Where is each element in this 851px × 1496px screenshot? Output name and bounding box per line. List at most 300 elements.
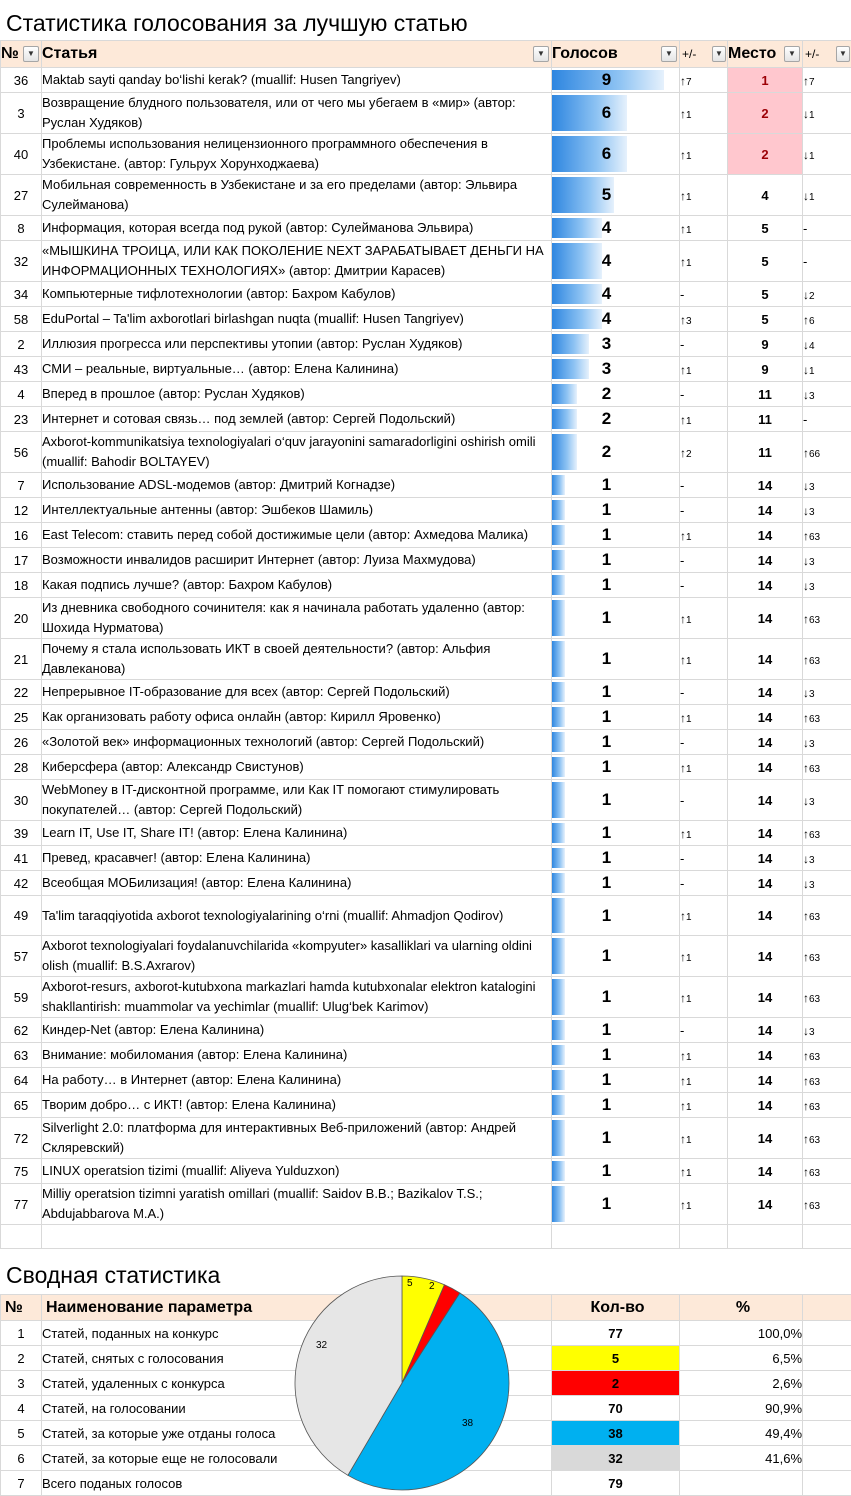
delta-value: ↑1 [680,188,692,203]
table-row [1,548,851,573]
table-row [1,1118,851,1159]
delta-value: - [680,553,684,568]
row-delta [680,705,728,730]
delta-value: ↑1 [680,1048,692,1063]
place-delta-value: ↑63 [803,611,820,626]
votes-value: 1 [552,550,679,570]
row-delta [680,730,728,755]
row-delta [680,216,728,241]
row-no: 22 [1,680,42,705]
row-delta [680,1018,728,1043]
row-votes [552,407,680,432]
place-delta-value: ↑63 [803,1048,820,1063]
row-place-delta [803,523,851,548]
summary-pct: 6,5% [680,1346,803,1371]
row-place: 1 [728,68,803,93]
row-title: Вперед в прошлое (автор: Руслан Худяков) [42,382,552,407]
summary-count: 32 [552,1446,680,1471]
table-row [1,357,851,382]
delta-value: - [680,685,684,700]
row-no: 21 [1,639,42,680]
place-delta-value: - [803,412,807,427]
place-delta-value: ↑63 [803,826,820,841]
row-delta [680,598,728,639]
row-votes [552,523,680,548]
filter-dropdown-icon[interactable]: ▼ [661,46,677,62]
row-place: 5 [728,216,803,241]
table-row [1,871,851,896]
row-votes [552,846,680,871]
place-delta-value: ↑63 [803,652,820,667]
row-title: Ta'lim taraqqiyotida axborot texnologiyalarining o‘rni (muallif: Ahmadjon Qodirov) [42,896,552,936]
row-place: 14 [728,821,803,846]
table-row [1,498,851,523]
delta-value: ↑1 [680,1073,692,1088]
row-delta [680,1093,728,1118]
votes-value: 2 [552,442,679,462]
delta-value: ↑1 [680,221,692,236]
delta-value: - [680,287,684,302]
summary-name: Всего поданых голосов [42,1471,552,1496]
row-delta [680,1118,728,1159]
row-title: «Золотой век» информационных технологий (автор: Сергей Подольский) [42,730,552,755]
place-delta-value: ↓3 [803,685,815,700]
row-no: 58 [1,307,42,332]
table-row [1,216,851,241]
summary-count: 38 [552,1421,680,1446]
row-place: 14 [728,523,803,548]
place-delta-value: ↑63 [803,1073,820,1088]
table-row [1,730,851,755]
row-delta [680,1159,728,1184]
row-title: Киндер-Net (автор: Елена Калинина) [42,1018,552,1043]
pie-data-label: 38 [462,1418,474,1429]
row-votes [552,498,680,523]
filter-active-icon[interactable]: ▼ [784,46,800,62]
summary-pct: 49,4% [680,1421,803,1446]
table-row [1,473,851,498]
row-place: 14 [728,1093,803,1118]
table-row [1,936,851,977]
row-place: 14 [728,705,803,730]
table-row [1,821,851,846]
summary-name: Статей, за которые уже отданы голоса [42,1421,552,1446]
row-title: Axborot-kommunikatsiya texnologiyalari o‘quv jarayonini samaradorligini oshirish omili (muallif: Bahodir BOLTAYEV) [42,432,552,473]
row-votes [552,780,680,821]
row-no: 12 [1,498,42,523]
row-place: 5 [728,241,803,282]
row-place: 14 [728,498,803,523]
place-delta-value: ↑63 [803,949,820,964]
row-place-delta [803,68,851,93]
row-place-delta [803,573,851,598]
place-delta-value: ↓3 [803,387,815,402]
row-delta [680,821,728,846]
summary-no: 1 [1,1321,42,1346]
row-place-delta [803,1159,851,1184]
summary-header-blank [803,1295,851,1321]
summary-no: 2 [1,1346,42,1371]
row-no: 2 [1,332,42,357]
table-row [1,93,851,134]
summary-pct [680,1471,803,1496]
row-title: Axborot texnologiyalari foydalanuvchilarida «kompyuter» kasalliklari va ularning oldini olish (muallif: B.S.Axrarov) [42,936,552,977]
row-no: 36 [1,68,42,93]
summary-title: Сводная статистика [6,1259,220,1291]
delta-value: ↑1 [680,1164,692,1179]
pie-data-label: 2 [429,1281,435,1292]
table-row [1,1068,851,1093]
row-votes [552,573,680,598]
place-delta-value: ↓3 [803,1023,815,1038]
row-votes [552,332,680,357]
place-delta-value: ↓1 [803,147,815,162]
delta-value: ↑1 [680,362,692,377]
summary-no: 6 [1,1446,42,1471]
row-place-delta [803,382,851,407]
row-title: Творим добро… с ИКТ! (автор: Елена Калинина) [42,1093,552,1118]
row-place-delta [803,846,851,871]
row-votes [552,598,680,639]
summary-count: 79 [552,1471,680,1496]
row-delta [680,755,728,780]
row-no: 64 [1,1068,42,1093]
row-delta [680,977,728,1018]
row-delta [680,473,728,498]
row-place-delta [803,1043,851,1068]
votes-value: 6 [552,144,679,164]
header-place: Место ▼ [728,41,803,68]
votes-value: 1 [552,1045,679,1065]
row-place-delta [803,216,851,241]
row-place: 14 [728,846,803,871]
table-header-row [1,41,851,68]
delta-value: - [680,851,684,866]
table-row [1,134,851,175]
votes-value: 1 [552,757,679,777]
row-votes [552,432,680,473]
summary-name: Статей, поданных на конкурс [42,1321,552,1346]
row-delta [680,68,728,93]
row-votes [552,548,680,573]
row-votes [552,93,680,134]
row-place-delta [803,680,851,705]
summary-name: Статей, удаленных с конкурса [42,1371,552,1396]
votes-value: 1 [552,608,679,628]
delta-value: ↑1 [680,990,692,1005]
summary-blank [803,1346,851,1371]
row-place: 2 [728,93,803,134]
filter-dropdown-icon[interactable]: ▼ [23,46,39,62]
row-place-delta [803,936,851,977]
row-votes [552,473,680,498]
row-delta [680,357,728,382]
row-title: Maktab sayti qanday bo‘lishi kerak? (muallif: Husen Tangriyev) [42,68,552,93]
summary-name: Статей, на голосовании [42,1396,552,1421]
place-delta-value: ↓1 [803,106,815,121]
table-row [1,332,851,357]
row-delta [680,573,728,598]
row-title: Использование ADSL-модемов (автор: Дмитрий Когнадзе) [42,473,552,498]
table-row [1,573,851,598]
row-title: East Telecom: ставить перед собой достижимые цели (автор: Ахмедова Малика) [42,523,552,548]
summary-blank [803,1446,851,1471]
place-delta-value: ↑63 [803,1164,820,1179]
table-row [1,68,851,93]
delta-value: - [680,503,684,518]
table-row [1,1043,851,1068]
summary-header-pct: % [680,1295,803,1321]
row-no: 17 [1,548,42,573]
summary-count: 2 [552,1371,680,1396]
row-no: 30 [1,780,42,821]
place-delta-value: ↑6 [803,312,815,327]
table-row [1,382,851,407]
table-row [1,896,851,936]
row-no: 59 [1,977,42,1018]
row-place-delta [803,1093,851,1118]
row-delta [680,332,728,357]
table-row [1,1018,851,1043]
row-title: Компьютерные тифлотехнологии (автор: Бахром Кабулов) [42,282,552,307]
delta-value: - [680,1023,684,1038]
row-place-delta [803,1118,851,1159]
row-title: «МЫШКИНА ТРОИЦА, ИЛИ КАК ПОКОЛЕНИЕ NEXT ЗАРАБАТЫВАЕТ ДЕНЬГИ НА ИНФОРМАЦИОННЫХ ТЕХНОЛОГИЯХ» (автор: Дмитрии Карасев) [42,241,552,282]
delta-value: - [680,876,684,891]
summary-no: 4 [1,1396,42,1421]
row-no: 18 [1,573,42,598]
votes-value: 1 [552,823,679,843]
votes-value: 1 [552,1095,679,1115]
summary-blank [803,1471,851,1496]
header-no: № ▼ [1,41,42,68]
row-delta [680,1184,728,1225]
row-place: 14 [728,1043,803,1068]
summary-blank [803,1321,851,1346]
summary-no: 7 [1,1471,42,1496]
row-place-delta [803,175,851,216]
row-title: Иллюзия прогресса или перспективы утопии (автор: Руслан Худяков) [42,332,552,357]
place-delta-value: ↑63 [803,1197,820,1212]
row-place: 14 [728,1118,803,1159]
pie-data-label: 5 [407,1278,413,1289]
row-title: Внимание: мобиломания (автор: Елена Калинина) [42,1043,552,1068]
filter-dropdown-icon[interactable]: ▼ [533,46,549,62]
summary-name: Статей, за которые еще не голосовали [42,1446,552,1471]
row-votes [552,175,680,216]
row-place: 14 [728,1184,803,1225]
row-title: Интеллектуальные антенны (автор: Эшбеков Шамиль) [42,498,552,523]
place-delta-value: ↓3 [803,578,815,593]
row-place-delta [803,432,851,473]
row-place-delta [803,977,851,1018]
row-votes [552,896,680,936]
row-place-delta [803,498,851,523]
table-row [1,780,851,821]
table-row [1,755,851,780]
row-no: 42 [1,871,42,896]
row-title: EduPortal – Ta'lim axborotlari birlashgan nuqta (muallif: Husen Tangriyev) [42,307,552,332]
votes-value: 1 [552,790,679,810]
row-place: 14 [728,573,803,598]
votes-value: 9 [552,70,679,90]
row-delta [680,780,728,821]
table-row [1,639,851,680]
delta-value: - [680,578,684,593]
row-place-delta [803,407,851,432]
row-place-delta [803,639,851,680]
votes-value: 1 [552,682,679,702]
header-votes: Голосов ▼ [552,41,680,68]
row-votes [552,1118,680,1159]
summary-header-name: Наименование параметра [42,1295,552,1321]
page-title: Статистика голосования за лучшую статью [6,6,468,40]
row-no: 65 [1,1093,42,1118]
row-delta [680,134,728,175]
row-no: 25 [1,705,42,730]
row-title: Мобильная современность в Узбекистане и за его пределами (автор: Эльвира Сулейманова) [42,175,552,216]
row-no: 32 [1,241,42,282]
summary-pct: 90,9% [680,1396,803,1421]
place-delta-value: ↑66 [803,445,820,460]
row-title: Непрерывное IT-образование для всех (автор: Сергей Подольский) [42,680,552,705]
row-place: 14 [728,730,803,755]
votes-value: 1 [552,475,679,495]
row-place-delta [803,705,851,730]
place-delta-value: ↑63 [803,1131,820,1146]
votes-value: 1 [552,500,679,520]
row-title: Как организовать работу офиса онлайн (автор: Кирилл Яровенко) [42,705,552,730]
place-delta-value: ↓3 [803,735,815,750]
place-delta-value: ↑63 [803,1098,820,1113]
row-place-delta [803,780,851,821]
row-votes [552,1068,680,1093]
row-no: 7 [1,473,42,498]
row-title: LINUX operatsion tizimi (muallif: Aliyeva Yulduzxon) [42,1159,552,1184]
row-title: Интернет и сотовая связь… под землей (автор: Сергей Подольский) [42,407,552,432]
summary-count: 5 [552,1346,680,1371]
row-votes [552,1043,680,1068]
delta-value: ↑2 [680,445,692,460]
row-no: 8 [1,216,42,241]
row-title: Axborot-resurs, axborot-kutubxona markazlari hamda kutubxonalar elektron katalogini shakllantirish: muammolar va yechimlar (muallif: Ulug‘bek Karimov) [42,977,552,1018]
empty-row [1,1225,851,1249]
row-no: 28 [1,755,42,780]
row-no: 41 [1,846,42,871]
place-delta-value: ↑63 [803,710,820,725]
table-row [1,175,851,216]
table-row [1,680,851,705]
votes-value: 1 [552,946,679,966]
row-delta [680,1043,728,1068]
row-title: Silverlight 2.0: платформа для интерактивных Веб-приложений (автор: Андрей Скляревский) [42,1118,552,1159]
row-delta [680,680,728,705]
delta-value: ↑1 [680,412,692,427]
summary-blank [803,1421,851,1446]
row-delta [680,936,728,977]
row-no: 3 [1,93,42,134]
row-place: 11 [728,407,803,432]
votes-value: 1 [552,732,679,752]
row-place-delta [803,871,851,896]
row-delta [680,93,728,134]
delta-value: - [680,793,684,808]
table-row [1,407,851,432]
row-title: Всеобщая МОБилизация! (автор: Елена Калинина) [42,871,552,896]
delta-value: ↑1 [680,611,692,626]
votes-value: 1 [552,987,679,1007]
delta-value: - [680,735,684,750]
row-place: 5 [728,282,803,307]
delta-value: ↑1 [680,1098,692,1113]
place-delta-value: ↓3 [803,876,815,891]
row-votes [552,307,680,332]
votes-value: 1 [552,1161,679,1181]
table-row [1,282,851,307]
votes-value: 2 [552,384,679,404]
votes-value: 1 [552,707,679,727]
row-no: 72 [1,1118,42,1159]
row-place: 14 [728,548,803,573]
row-title: СМИ – реальные, виртуальные… (автор: Елена Калинина) [42,357,552,382]
summary-no: 5 [1,1421,42,1446]
row-delta [680,548,728,573]
row-place-delta [803,1018,851,1043]
row-title: Почему я стала использовать ИКТ в своей деятельности? (автор: Альфия Давлеканова) [42,639,552,680]
row-no: 75 [1,1159,42,1184]
row-no: 62 [1,1018,42,1043]
row-delta [680,241,728,282]
delta-value: - [680,478,684,493]
row-title: Из дневника свободного сочинителя: как я начинала работать удаленно (автор: Шохида Нурматова) [42,598,552,639]
place-delta-value: ↓3 [803,851,815,866]
row-place-delta [803,93,851,134]
delta-value: ↑1 [680,1131,692,1146]
filter-dropdown-icon[interactable]: ▼ [836,46,850,62]
row-place: 5 [728,307,803,332]
place-delta-value: - [803,221,807,236]
row-place-delta [803,548,851,573]
row-place: 14 [728,1068,803,1093]
table-row [1,523,851,548]
header-delta: +/- ▼ [680,41,728,68]
row-place-delta [803,755,851,780]
row-place: 11 [728,382,803,407]
row-votes [552,730,680,755]
votes-value: 1 [552,1020,679,1040]
row-place-delta [803,282,851,307]
table-row [1,977,851,1018]
filter-dropdown-icon[interactable]: ▼ [712,46,726,62]
row-title: Learn IT, Use IT, Share IT! (автор: Елена Калинина) [42,821,552,846]
row-no: 43 [1,357,42,382]
row-votes [552,216,680,241]
row-delta [680,175,728,216]
votes-table [0,40,851,1249]
row-delta [680,498,728,523]
place-delta-value: ↑63 [803,990,820,1005]
row-votes [552,282,680,307]
place-delta-value: - [803,254,807,269]
row-place: 14 [728,896,803,936]
row-no: 23 [1,407,42,432]
row-place-delta [803,730,851,755]
row-no: 63 [1,1043,42,1068]
row-title: Информация, которая всегда под рукой (автор: Сулейманова Эльвира) [42,216,552,241]
delta-value: ↑1 [680,254,692,269]
summary-pct: 41,6% [680,1446,803,1471]
delta-value: ↑1 [680,826,692,841]
